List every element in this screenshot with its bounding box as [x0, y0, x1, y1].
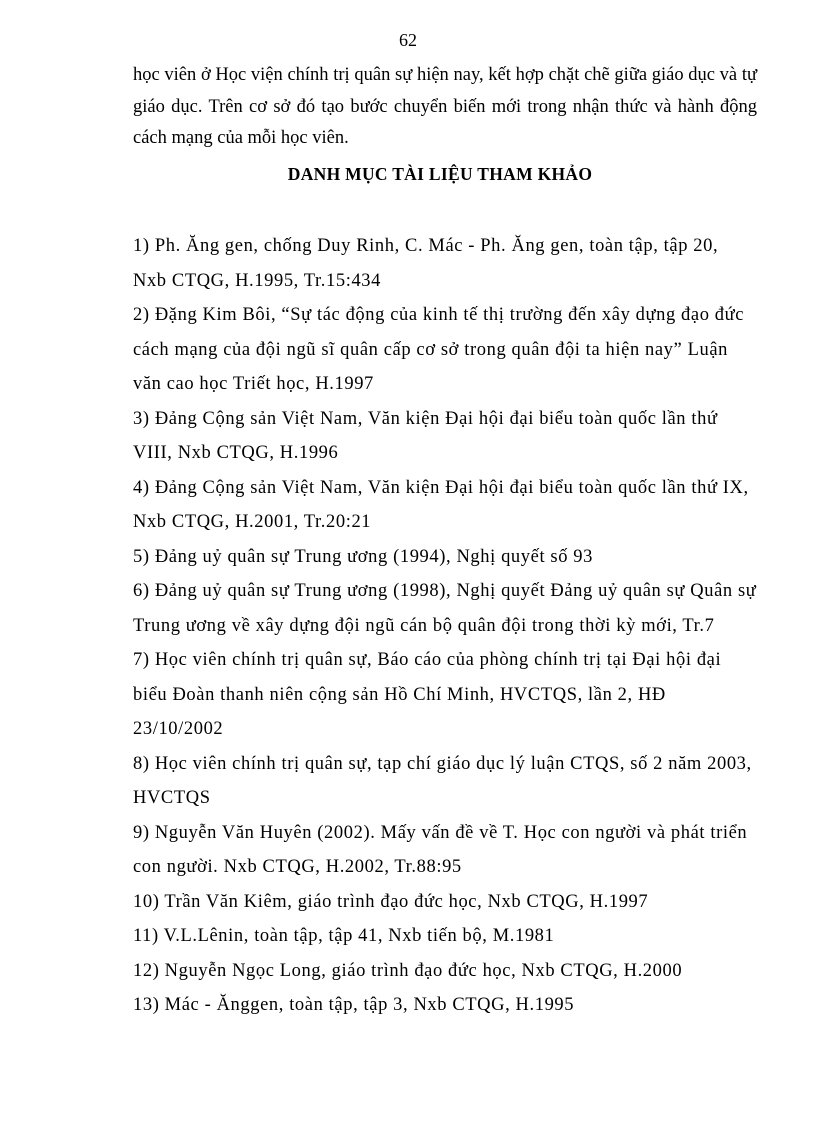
reference-item: 2) Đặng Kim Bôi, “Sự tác động của kinh tế thị trường đến xây dựng đạo đức cách mạng của đội ngũ sĩ quân cấp cơ sở trong quân đội ta hiện nay” Luận văn cao học Triết học, H.1997	[133, 305, 745, 394]
reference-item: 3) Đảng Cộng sản Việt Nam, Văn kiện Đại hội đại biểu toàn quốc lần thứ VIII, Nxb CTQG, H.1996	[133, 408, 718, 463]
reference-item: 8) Học viên chính trị quân sự, tạp chí giáo dục lý luận CTQS, số 2 năm 2003, HVCTQS	[133, 753, 752, 808]
reference-item: 13) Mác - Ănggen, toàn tập, tập 3, Nxb CTQG, H.1995	[133, 995, 575, 1015]
reference-item: 9) Nguyễn Văn Huyên (2002). Mấy vấn đề về T. Học con người và phát triển con người. Nxb CTQG, H.2002, Tr.88:95	[133, 822, 748, 877]
reference-item: 12) Nguyễn Ngọc Long, giáo trình đạo đức học, Nxb CTQG, H.2000	[133, 960, 683, 981]
intro-paragraph: học viên ở Học viện chính trị quân sự hiện nay, kết hợp chặt chẽ giữa giáo dục và tự giáo dục. Trên cơ sở đó tạo bước chuyển biến mới trong nhận thức và hành động cách mạng của mỗi học viên.	[133, 65, 757, 148]
reference-item: 5) Đảng uỷ quân sự Trung ương (1994), Nghị quyết số 93	[133, 546, 593, 567]
page-number: 62	[399, 30, 417, 50]
reference-item: 4) Đảng Cộng sản Việt Nam, Văn kiện Đại hội đại biểu toàn quốc lần thứ IX, Nxb CTQG, H.2001, Tr.20:21	[133, 477, 749, 532]
reference-item: 7) Học viên chính trị quân sự, Báo cáo của phòng chính trị tại Đại hội đại biểu Đoàn thanh niên cộng sản Hồ Chí Minh, HVCTQS, lần 2, HĐ 23/10/2002	[133, 650, 722, 739]
reference-item: 11) V.L.Lênin, toàn tập, tập 41, Nxb tiến bộ, M.1981	[133, 926, 555, 946]
reference-item: 10) Trần Văn Kiêm, giáo trình đạo đức học, Nxb CTQG, H.1997	[133, 891, 649, 912]
reference-item: 1) Ph. Ăng gen, chống Duy Rinh, C. Mác - Ph. Ăng gen, toàn tập, tập 20, Nxb CTQG, H.1995, Tr.15:434	[133, 236, 719, 291]
references-list	[133, 229, 757, 1023]
reference-item: 6) Đảng uỷ quân sự Trung ương (1998), Nghị quyết Đảng uỷ quân sự Quân sự Trung ương về xây dựng đội ngũ cán bộ quân đội trong thời kỳ mới, Tr.7	[133, 581, 757, 636]
references-heading: DANH MỤC TÀI LIỆU THAM KHẢO	[287, 164, 593, 184]
